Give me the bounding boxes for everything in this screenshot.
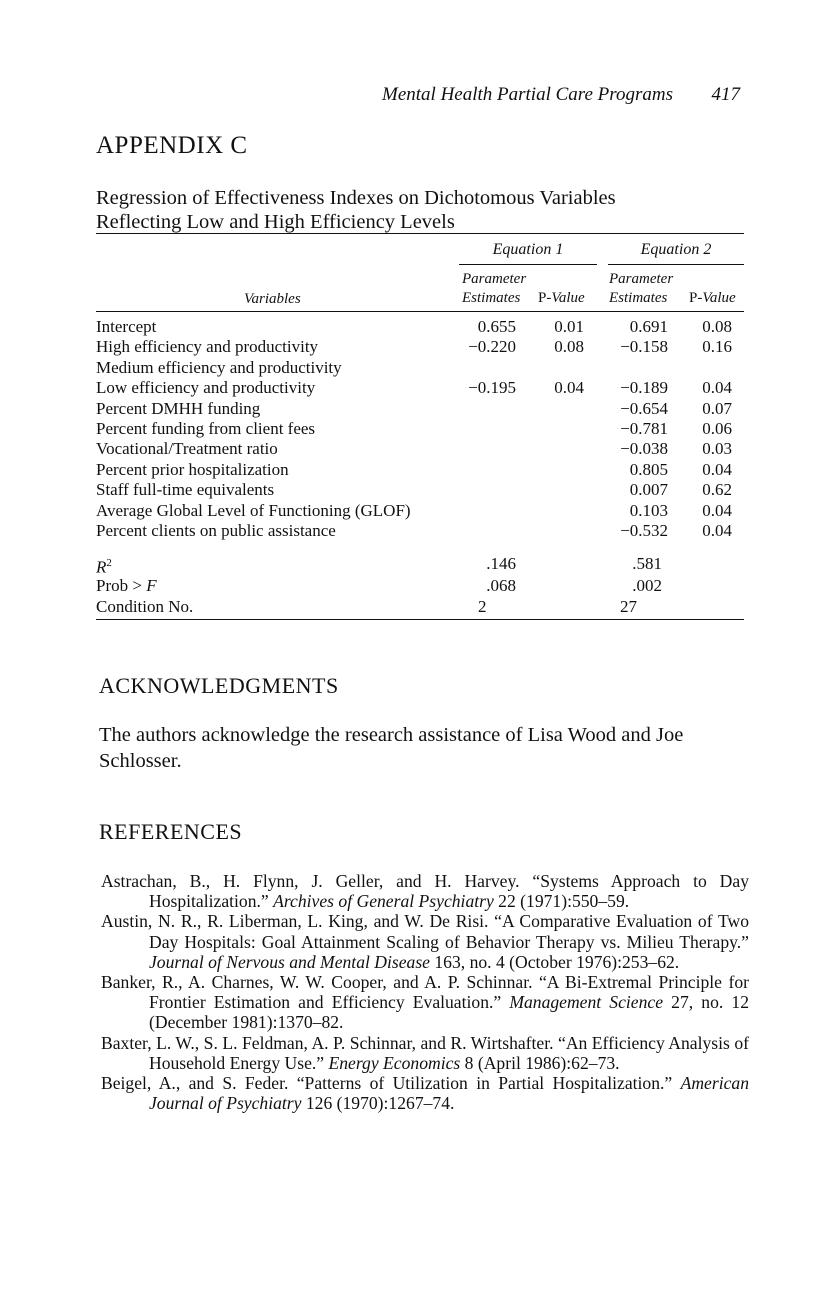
stat-row-r2 <box>96 553 744 575</box>
row-label: Percent clients on public assistance <box>96 520 336 540</box>
eq2-pvalue: 0.16 <box>702 337 732 357</box>
reference-journal: American Journal of Psychiatry <box>149 1073 749 1114</box>
reference-journal: Archives of General Psychiatry <box>273 891 494 912</box>
row-label: Vocational/Treatment ratio <box>96 439 278 459</box>
eq1-estimate: −0.195 <box>468 378 516 398</box>
reference-item <box>101 871 749 911</box>
probf-eq1: .068 <box>486 575 516 595</box>
table-row <box>96 419 744 439</box>
row-label: Average Global Level of Functioning (GLOF) <box>96 500 411 520</box>
r2-superscript: 2 <box>106 557 112 569</box>
eq1-estimate: −0.220 <box>468 337 516 357</box>
r2-letter: R <box>96 557 107 577</box>
row-label: Medium efficiency and productivity <box>96 357 342 377</box>
reference-citation: 22 (1971):550–59. <box>493 891 630 912</box>
reference-journal: Journal of Nervous and Mental Disease <box>149 951 430 972</box>
condition-eq2: 27 <box>620 597 637 616</box>
eq2-param-line1: Parameter <box>609 271 674 287</box>
row-label: Percent DMHH funding <box>96 398 261 418</box>
equation2-header: Equation 2 <box>640 241 712 258</box>
probf-letter: F <box>146 575 157 595</box>
eq2-pvalue: 0.62 <box>702 480 732 500</box>
r2-eq1: .146 <box>486 554 516 573</box>
reference-item <box>101 972 749 1033</box>
table-row <box>96 521 744 541</box>
reference-item <box>101 1033 749 1073</box>
eq2-estimate: −0.781 <box>620 418 668 438</box>
equation1-rule <box>459 264 597 265</box>
eq2-pvalue: 0.04 <box>702 500 732 520</box>
eq1-estimate: 0.655 <box>477 317 516 336</box>
table-row <box>96 480 744 500</box>
table-title-line-1: Regression of Effectiveness Indexes on Dichotomous Variables <box>96 187 616 209</box>
acknowledgments-heading: ACKNOWLEDGMENTS <box>99 673 339 698</box>
eq2-pvalue: 0.08 <box>702 317 732 336</box>
table-row <box>96 358 744 378</box>
eq2-pvalue-word: Value <box>702 290 736 306</box>
table-row <box>96 317 744 337</box>
stat-row-probf <box>96 575 744 597</box>
eq1-pvalue-prefix: P- <box>538 290 552 306</box>
equation1-header: Equation 1 <box>492 241 564 258</box>
probf-prefix: Prob > <box>96 575 147 595</box>
acknowledgments-text: The authors acknowledge the research assistance of Lisa Wood and Joe Schlosser. <box>99 724 684 772</box>
row-label: Staff full-time equivalents <box>96 480 275 500</box>
r2-eq2: .581 <box>632 554 662 573</box>
variables-header: Variables <box>244 291 301 307</box>
reference-citation: 126 (1970):1267–74. <box>301 1093 455 1114</box>
eq2-param-header <box>609 270 673 308</box>
page-number: 417 <box>711 84 740 105</box>
reference-text: Austin, N. R., R. Liberman, L. King, and W. De Risi. “A Comparative Evaluation of Two Day Hospitals: Goal Attainment Scaling of Behavior Therapy vs. Milieu Therapy.” <box>101 911 749 952</box>
reference-journal: Management Science <box>509 992 664 1013</box>
eq2-pvalue: 0.04 <box>702 378 732 398</box>
eq2-estimate: −0.038 <box>620 439 668 459</box>
eq2-pvalue: 0.04 <box>702 459 732 479</box>
table-row <box>96 439 744 459</box>
eq2-estimate: −0.532 <box>620 520 668 540</box>
table-title-line-2: Reflecting Low and High Efficiency Levels <box>96 211 455 233</box>
references-heading: REFERENCES <box>99 819 243 844</box>
eq2-pvalue: 0.06 <box>702 418 732 438</box>
eq2-estimate: 0.691 <box>629 317 668 336</box>
reference-list <box>101 871 749 1113</box>
row-label: Percent prior hospitalization <box>96 459 289 479</box>
table-title <box>96 186 756 234</box>
table-body <box>96 317 744 541</box>
condition-eq1: 2 <box>478 597 487 616</box>
table-top-rule <box>96 233 744 234</box>
eq1-pvalue: 0.01 <box>554 317 584 336</box>
table-bottom-rule <box>96 619 744 620</box>
reference-text: Astrachan, B., H. Flynn, J. Geller, and H. Harvey. “Systems Approach to Day Hospitalization.” <box>101 871 749 912</box>
eq2-estimate: 0.103 <box>629 500 668 520</box>
eq2-estimate: 0.007 <box>629 480 668 500</box>
header-bottom-rule <box>96 311 744 312</box>
probf-label <box>96 575 157 597</box>
eq1-pvalue-word: Value <box>551 290 585 306</box>
eq2-pvalue-header <box>689 289 736 308</box>
row-label: Low efficiency and productivity <box>96 378 316 398</box>
table-row <box>96 399 744 419</box>
eq2-pvalue: 0.03 <box>702 439 732 459</box>
row-label: Intercept <box>96 317 157 336</box>
row-label: Percent funding from client fees <box>96 418 316 438</box>
eq2-estimate: −0.189 <box>620 378 668 398</box>
reference-text: Baxter, L. W., S. L. Feldman, A. P. Schinnar, and R. Wirtshafter. “An Efficiency Analysis of Household Energy Use.” <box>101 1032 749 1073</box>
reference-journal: Energy Economics <box>328 1052 461 1073</box>
appendix-heading: APPENDIX C <box>96 132 248 159</box>
row-label: High efficiency and productivity <box>96 337 319 357</box>
eq1-param-line1: Parameter <box>462 271 527 287</box>
table-row <box>96 460 744 480</box>
eq1-pvalue: 0.08 <box>554 337 584 357</box>
eq1-pvalue: 0.04 <box>554 378 584 398</box>
table-row <box>96 337 744 357</box>
eq2-estimate: 0.805 <box>629 459 668 479</box>
eq2-pvalue: 0.07 <box>702 398 732 418</box>
reference-citation: 163, no. 4 (October 1976):253–62. <box>429 951 680 972</box>
equation2-rule <box>608 264 744 265</box>
running-head-title: Mental Health Partial Care Programs <box>382 84 673 105</box>
reference-text: Beigel, A., and S. Feder. “Patterns of Utilization in Partial Hospitalization.” <box>101 1073 681 1094</box>
table-row <box>96 378 744 398</box>
eq2-estimate: −0.158 <box>620 337 668 357</box>
condition-label: Condition No. <box>96 597 194 616</box>
eq1-param-line2: Estimates <box>462 290 521 306</box>
eq2-pvalue: 0.04 <box>702 520 732 540</box>
reference-citation: 8 (April 1986):62–73. <box>460 1052 620 1073</box>
reference-item <box>101 1073 749 1113</box>
probf-eq2: .002 <box>632 575 662 595</box>
eq2-pvalue-prefix: P- <box>689 290 703 306</box>
table-stats <box>96 553 744 618</box>
eq2-param-line2: Estimates <box>609 290 668 306</box>
eq1-pvalue-header <box>538 289 585 308</box>
table-row <box>96 501 744 521</box>
eq1-param-header <box>462 270 526 308</box>
reference-item <box>101 911 749 972</box>
eq2-estimate: −0.654 <box>620 398 668 418</box>
reference-citation: 27, no. 12 (December 1981):1370–82. <box>149 992 749 1033</box>
stat-row-condition <box>96 596 744 618</box>
reference-text: Banker, R., A. Charnes, W. W. Cooper, and A. P. Schinnar. “A Bi-Extremal Principle for Frontier Estimation and Efficiency Evaluation.” <box>101 972 749 1013</box>
